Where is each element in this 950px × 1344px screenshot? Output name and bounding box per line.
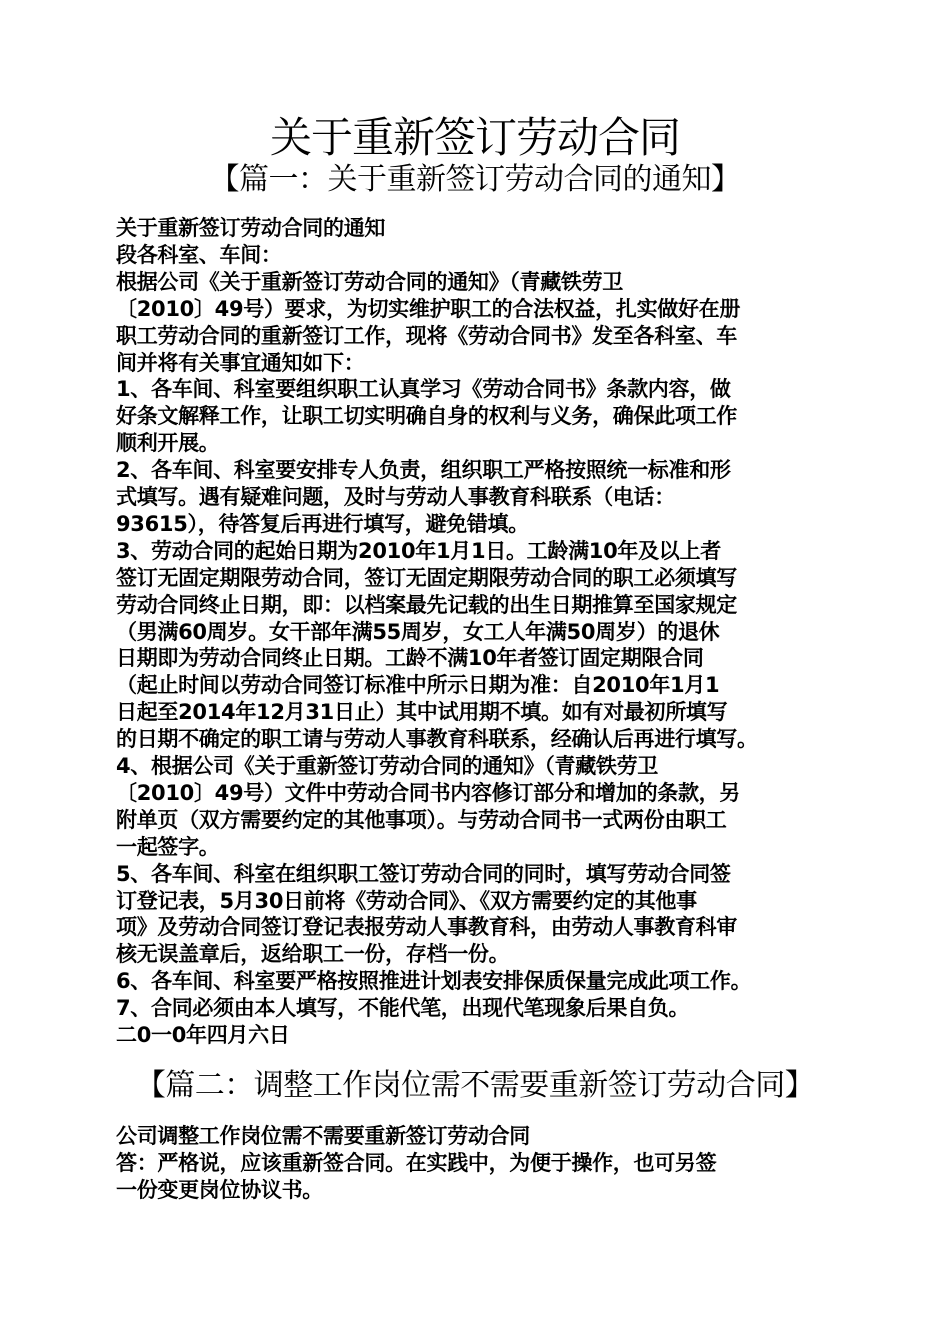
body-line: 根据公司《关于重新签订劳动合同的通知》（青藏铁劳卫 bbox=[116, 269, 623, 294]
body-line: 二0一0年四月六日 bbox=[116, 1023, 290, 1047]
body-line: 订登记表，5月30日前将《劳动合同》、《双方需要约定的其他事 bbox=[116, 888, 697, 913]
body-line: 4、根据公司《关于重新签订劳动合同的通知》（青藏铁劳卫 bbox=[116, 754, 659, 778]
body-line: 公司调整工作岗位需不需要重新签订劳动合同 bbox=[116, 1124, 530, 1148]
body-line: 职工劳动合同的重新签订工作，现将《劳动合同书》发至各科室、车 bbox=[116, 323, 737, 348]
body-line: 式填写。遇有疑难问题，及时与劳动人事教育科联系（电话： bbox=[116, 485, 675, 509]
body-line: 段各科室、车间： bbox=[116, 242, 282, 267]
body-line: 〔2010〕49号）要求，为切实维护职工的合法权益，扎实做好在册 bbox=[116, 296, 741, 321]
section2-heading: 【篇二：调整工作岗位需不需要重新签订劳动合同】 bbox=[135, 1068, 815, 1103]
body-line: 日起至2014年12月31日止）其中试用期不填。如有对最初所填写 bbox=[116, 700, 728, 725]
body-line: 项》及劳动合同签订登记表报劳动人事教育科，由劳动人事教育科审 bbox=[116, 915, 737, 940]
body-line: 附单页（双方需要约定的其他事项）。与劳动合同书一式两份由职工 bbox=[116, 807, 727, 832]
body-line: 好条文解释工作，让职工切实明确自身的权利与义务，确保此项工作 bbox=[116, 404, 737, 429]
body-line: 6、各车间、科室要严格按照推进计划表安排保质保量完成此项工作。 bbox=[116, 969, 752, 994]
body-line: 日期即为劳动合同终止日期。工龄不满10年者签订固定期限合同 bbox=[116, 646, 704, 671]
body-line: 关于重新签订劳动合同的通知 bbox=[116, 216, 386, 240]
body-line: 2、各车间、科室要安排专人负责，组织职工严格按照统一标准和形 bbox=[116, 458, 731, 483]
body-line: 一份变更岗位协议书。 bbox=[116, 1178, 323, 1202]
body-line: 5、各车间、科室在组织职工签订劳动合同的同时，填写劳动合同签 bbox=[116, 861, 731, 886]
body-line: 93615），待答复后再进行填写，避免错填。 bbox=[116, 511, 529, 536]
body-line: 3、劳动合同的起始日期为2010年1月1日。工龄满10年及以上者 bbox=[116, 538, 721, 563]
body-line: 的日期不确定的职工请与劳动人事教育科联系，经确认后再进行填写。 bbox=[116, 727, 758, 752]
body-line: （男满60周岁。女干部年满55周岁，女工人年满50周岁）的退休 bbox=[116, 619, 720, 644]
body-line: 7、合同必须由本人填写，不能代笔，出现代笔现象后果自负。 bbox=[116, 996, 690, 1021]
body-line: （起止时间以劳动合同签订标准中所示日期为准：自2010年1月1 bbox=[116, 673, 720, 698]
body-line: 一起签字。 bbox=[116, 834, 220, 859]
body-line: 劳动合同终止日期，即：以档案最先记载的出生日期推算至国家规定 bbox=[116, 592, 737, 617]
body-line: 答：严格说，应该重新签合同。在实践中，为便于操作，也可另签 bbox=[116, 1151, 717, 1175]
section1-heading: 【篇一：关于重新签订劳动合同的通知】 bbox=[209, 162, 741, 197]
body-line: 1、各车间、科室要组织职工认真学习《劳动合同书》条款内容，做 bbox=[116, 377, 731, 402]
body-line: 顺利开展。 bbox=[116, 431, 220, 456]
body-line: 〔2010〕49号）文件中劳动合同书内容修订部分和增加的条款，另 bbox=[116, 780, 741, 805]
body-line: 核无误盖章后，返给职工一份，存档一份。 bbox=[116, 942, 510, 967]
document-title: 关于重新签订劳动合同 bbox=[269, 113, 680, 162]
body-line: 签订无固定期限劳动合同，签订无固定期限劳动合同的职工必须填写 bbox=[116, 565, 737, 590]
body-line: 间并将有关事宜通知如下： bbox=[116, 350, 365, 375]
